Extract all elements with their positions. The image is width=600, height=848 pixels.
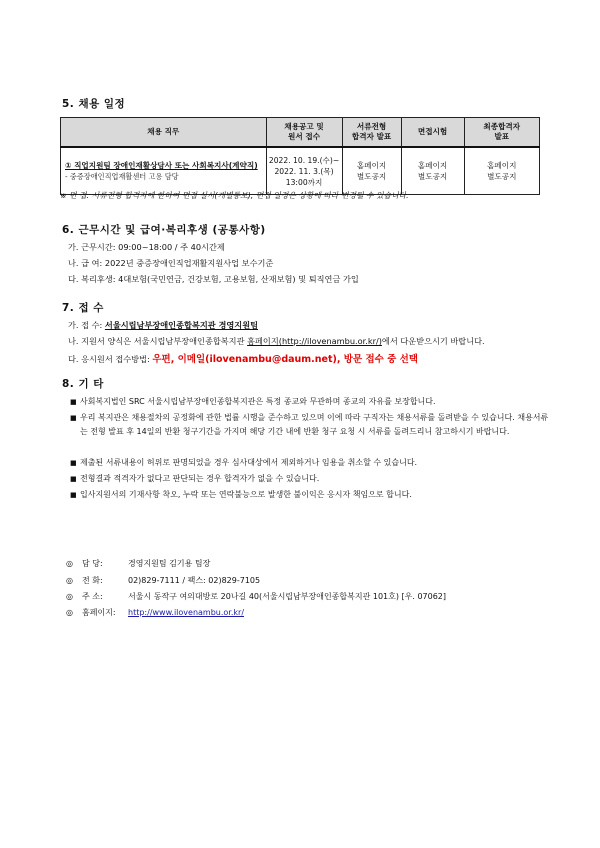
contact-marker-icon: ◎ <box>66 576 73 585</box>
submission-method-value: 우편, 이메일(ilovenambu@daum.net), 방문 접수 중 선택 <box>152 354 418 365</box>
section-6-title: 6. 근무시간 및 급여·복리후생 (공통사항) <box>62 224 266 236</box>
period-cell <box>266 147 342 195</box>
header-application: 채용공고 및 원서 접수 <box>266 118 342 148</box>
job-cell <box>61 147 267 195</box>
reception-place <box>68 320 258 331</box>
contact-manager <box>66 558 210 569</box>
homepage-link[interactable]: 홈페이지(http://ilovenambu.or.kr/) <box>247 336 382 346</box>
period-end: 2022. 11. 3.(목) <box>274 166 334 176</box>
contact-value: 02)829-7111 / 팩스: 02)829-7105 <box>128 576 261 585</box>
document-result-line1: 홈페이지 <box>356 161 387 170</box>
interview-note: ※ 면 접: 서류전형 합격자에 한하여 면접 실시(개별통보), 면접 일정은 상황에 따라 변경될 수 있습니다. <box>60 191 409 200</box>
contact-label: 담 당: <box>82 559 103 568</box>
contact-marker-icon: ◎ <box>66 592 73 601</box>
contact-label: 홈페이지: <box>82 608 116 617</box>
final-result-line2: 별도공지 <box>487 172 517 181</box>
reception-place-label: 가. 접 수: <box>68 320 105 330</box>
contact-homepage <box>66 607 244 618</box>
job-subtitle: - 중증장애인직업재활센터 고용 담당 <box>65 172 179 181</box>
final-result-line1: 홈페이지 <box>487 161 517 170</box>
submission-method <box>68 351 418 365</box>
list-item: ■ 제출된 서류내용이 허위로 판명되었을 경우 심사대상에서 제외하거나 임용을 취소할 수 있습니다. <box>80 456 550 470</box>
section-7-title: 7. 접 수 <box>62 302 104 314</box>
application-form-prefix: 나. 지원서 양식은 서울시립남부장애인종합복지관 <box>68 336 248 346</box>
header-document-result: 서류전형 합격자 발표 <box>342 118 401 148</box>
application-form-suffix: 에서 다운받으시기 바랍니다. <box>381 336 485 346</box>
interview-line1: 홈페이지 <box>417 161 448 170</box>
interview-cell <box>401 147 464 195</box>
homepage-url-link[interactable]: http://www.ilovenambu.or.kr/ <box>128 608 245 617</box>
schedule-header-row <box>61 118 540 148</box>
period-time: 13:00까지 <box>285 177 323 187</box>
section-8-title: 8. 기 타 <box>62 378 104 390</box>
final-result-cell <box>464 147 539 195</box>
benefits: 다. 복리후생: 4대보험(국민연금, 건강보험, 고용보험, 산재보험) 및 퇴직연금 가입 <box>68 274 359 284</box>
contact-marker-icon: ◎ <box>66 559 73 568</box>
application-form-info <box>68 336 485 347</box>
bullet-square-icon: ■ <box>70 414 77 422</box>
work-hours: 가. 근무시간: 09:00~18:00 / 주 40시간제 <box>68 242 225 252</box>
bullet-square-icon: ■ <box>70 491 77 499</box>
submission-method-label: 다. 응시원서 접수방법: <box>68 354 153 364</box>
document-result-line2: 별도공지 <box>356 172 387 181</box>
list-item: ■ 입사지원서의 기재사항 착오, 누락 또는 연락불능으로 발생한 불이익은 응시자 책임으로 합니다. <box>80 488 550 502</box>
contact-phone <box>66 575 260 586</box>
bullet-square-icon: ■ <box>70 459 77 467</box>
contact-label: 주 소: <box>82 592 103 601</box>
reception-place-value: 서울시립남부장애인종합복지관 경영지원팀 <box>104 320 259 330</box>
period-start: 2022. 10. 19.(수)~ <box>268 155 340 165</box>
contact-label: 전 화: <box>82 576 103 585</box>
salary: 나. 급 여: 2022년 중증장애인직업재활지원사업 보수기준 <box>68 258 274 268</box>
interview-line2: 별도공지 <box>417 172 448 181</box>
job-title: ① 직업지원팀 장애인재활상담사 또는 사회복지사(계약직) <box>65 161 258 170</box>
contact-value: 서울시 동작구 여의대방로 20나길 40(서울시립남부장애인종합복지관 101호) [우. 07062] <box>128 592 447 601</box>
table-row <box>61 147 540 195</box>
contact-marker-icon: ◎ <box>66 608 73 617</box>
bullet-square-icon: ■ <box>70 398 77 406</box>
list-item: ■ 전형결과 적격자가 없다고 판단되는 경우 합격자가 없을 수 있습니다. <box>80 472 550 486</box>
header-job: 채용 직무 <box>61 118 267 148</box>
list-item: ■ 사회복지법인 SRC 서울시립남부장애인종합복지관은 특정 종교와 무관하며 종교의 자유를 보장합니다. <box>80 395 550 409</box>
header-final-result: 최종합격자 발표 <box>464 118 539 148</box>
bullet-square-icon: ■ <box>70 475 77 483</box>
section-5-title: 5. 채용 일정 <box>62 98 126 110</box>
contact-address <box>66 591 446 602</box>
header-interview: 면접시험 <box>401 118 464 148</box>
contact-value: 경영지원팀 김기용 팀장 <box>128 559 211 568</box>
document-result-cell <box>342 147 401 195</box>
list-item: ■ 우리 복지관은 채용절차의 공정화에 관한 법률 시행을 준수하고 있으며 이에 따라 구직자는 채용서류를 돌려받을 수 있습니다. 채용서류는 전형 발표 후 14일의 반환 청구기간을 가지며 해당 기간 내에 반환 청구 요청 시 서류를 돌려드리니 참고하시기 바랍니다. <box>70 413 549 436</box>
schedule-table <box>60 117 540 195</box>
